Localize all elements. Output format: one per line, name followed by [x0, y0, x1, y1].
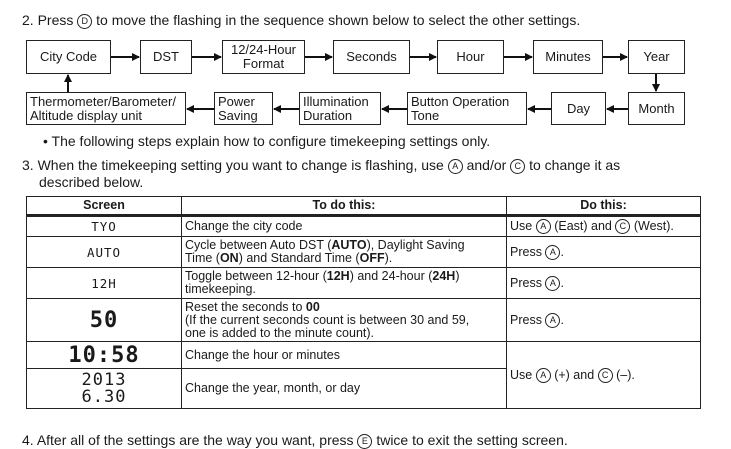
- note-text: • The following steps explain how to configure timekeeping settings only.: [43, 133, 491, 149]
- table-row: [27, 268, 701, 299]
- dothis-cell: Use A (East) and C (West).: [507, 216, 701, 237]
- flow-year: Year: [628, 40, 685, 74]
- settings-table: [26, 196, 701, 409]
- screen-display: 2013 6.30: [27, 369, 182, 409]
- flow-day: Day: [551, 92, 606, 125]
- button-e-icon: E: [357, 434, 372, 449]
- flow-dst: DST: [140, 40, 192, 74]
- step-2-instruction: [22, 12, 580, 29]
- button-c-icon: C: [510, 159, 525, 174]
- table-row: [27, 342, 701, 369]
- button-a-icon: A: [545, 276, 560, 291]
- dothis-cell: Press A .: [507, 268, 701, 299]
- screen-display: AUTO: [27, 237, 182, 268]
- screen-display: TYO: [27, 216, 182, 237]
- flow-illumination: Illumination Duration: [299, 92, 381, 125]
- step-text: Press: [37, 12, 74, 28]
- button-c-icon: C: [598, 368, 613, 383]
- table-header-row: [27, 197, 701, 216]
- screen-display: 12H: [27, 268, 182, 299]
- todo-cell: Cycle between Auto DST (AUTO), Daylight Saving Time (ON) and Standard Time (OFF).: [182, 237, 507, 268]
- flow-button-tone: Button Operation Tone: [407, 92, 527, 125]
- flow-city-code: City Code: [26, 40, 111, 74]
- flow-hour: Hour: [437, 40, 504, 74]
- dothis-cell: Press A .: [507, 299, 701, 342]
- button-a-icon: A: [536, 368, 551, 383]
- button-a-icon: A: [536, 219, 551, 234]
- todo-cell: Reset the seconds to 00 (If the current seconds count is between 30 and 59, one is added to the minute count).: [182, 299, 507, 342]
- button-a-icon: A: [545, 245, 560, 260]
- button-c-icon: C: [615, 219, 630, 234]
- step-text: to move the flashing in the sequence shown below to select the other settings.: [96, 12, 581, 28]
- dothis-cell: Use A (+) and C (–).: [507, 342, 701, 409]
- todo-cell: Change the year, month, or day: [182, 369, 507, 409]
- table-row: [27, 216, 701, 237]
- button-a-icon: A: [448, 159, 463, 174]
- flow-hour-format: 12/24-Hour Format: [222, 40, 305, 74]
- flow-minutes: Minutes: [533, 40, 603, 74]
- screen-display: 10:58: [27, 342, 182, 369]
- header-screen: Screen: [27, 197, 182, 216]
- todo-cell: Change the hour or minutes: [182, 342, 507, 369]
- button-d-icon: D: [77, 14, 92, 29]
- step-4-instruction: 4. After all of the settings are the way you want, press E twice to exit the setting screen.: [22, 432, 568, 448]
- step-3-instruction: 3. When the timekeeping setting you want to change is flashing, use A and/or C to change it as described below.: [22, 157, 621, 190]
- flow-month: Month: [628, 92, 685, 125]
- header-todo: To do this:: [182, 197, 507, 216]
- screen-display: 50: [27, 299, 182, 342]
- todo-cell: Toggle between 12-hour (12H) and 24-hour (24H) timekeeping.: [182, 268, 507, 299]
- table-row: [27, 299, 701, 342]
- header-dothis: Do this:: [507, 197, 701, 216]
- flow-thermometer: Thermometer/Barometer/ Altitude display unit: [26, 92, 186, 125]
- dothis-cell: Press A .: [507, 237, 701, 268]
- table-row: [27, 237, 701, 268]
- button-a-icon: A: [545, 313, 560, 328]
- flow-power-saving: Power Saving: [214, 92, 273, 125]
- todo-cell: Change the city code: [182, 216, 507, 237]
- flow-seconds: Seconds: [333, 40, 410, 74]
- step-number: 2.: [22, 12, 34, 28]
